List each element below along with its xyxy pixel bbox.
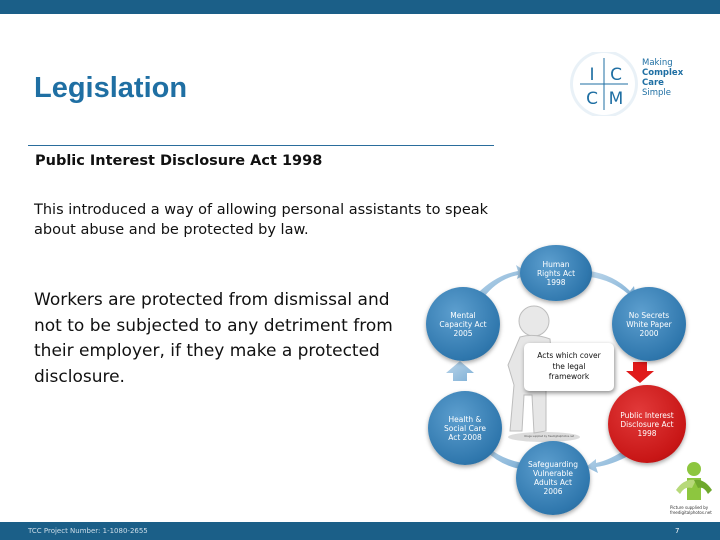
- node-label: Health & Social Care Act 2008: [443, 414, 486, 442]
- top-banner: [0, 0, 720, 14]
- node-label: Mental Capacity Act 2005: [439, 310, 487, 338]
- page-number: 7: [675, 527, 680, 535]
- node-label: No Secrets White Paper 2000: [626, 310, 672, 338]
- center-label: Acts which cover the legal framework: [537, 351, 601, 382]
- logo-tagline-line: Care: [642, 78, 664, 88]
- logo-tagline: [642, 58, 683, 98]
- info-icon-graphic: [672, 460, 716, 504]
- node-public-interest-disclosure-act: [608, 385, 686, 463]
- node-label: Public Interest Disclosure Act 1998: [620, 410, 674, 438]
- slide-title: Legislation: [34, 72, 188, 104]
- node-mental-capacity-act: [426, 287, 500, 361]
- node-health-social-care-act: [428, 391, 502, 465]
- act-heading: Public Interest Disclosure Act 1998: [35, 153, 323, 169]
- logo-letter-2: C: [610, 65, 622, 85]
- arrow-hsca-to-mca: [446, 361, 474, 381]
- intro-paragraph: This introduced a way of allowing personal assistants to speak about abuse and be protected by law.: [34, 202, 489, 238]
- info-person-icon: [672, 460, 716, 504]
- center-label-box: [524, 343, 614, 391]
- title-divider: [28, 145, 494, 146]
- arrow-to-public-interest: [626, 362, 654, 383]
- node-human-rights-act: [520, 245, 592, 301]
- node-label: Safeguarding Vulnerable Adults Act 2006: [527, 460, 579, 496]
- node-safeguarding-vulnerable-adults-act: [516, 441, 590, 515]
- logo-tagline-line: Making: [642, 58, 673, 68]
- node-label: Human Rights Act 1998: [536, 259, 576, 287]
- logo-letter-4: M: [608, 89, 624, 109]
- logo-tagline-line: Simple: [642, 88, 672, 98]
- info-icon-caption: Picture supplied by freedigitalphotos.net: [670, 505, 712, 515]
- footer-project-number: TCC Project Number: 1-1080-2655: [28, 527, 148, 535]
- protection-paragraph: Workers are protected from dismissal and not to be subjected to any detriment from their employer, if they make a protected disclosure.: [34, 290, 393, 387]
- figure-caption: Image supplied by freedigitalphotos.net: [524, 435, 574, 438]
- node-no-secrets: [612, 287, 686, 361]
- logo-letter-3: C: [586, 89, 598, 109]
- logo-tagline-line: Complex: [642, 68, 684, 78]
- logo-letter-1: I: [589, 65, 595, 85]
